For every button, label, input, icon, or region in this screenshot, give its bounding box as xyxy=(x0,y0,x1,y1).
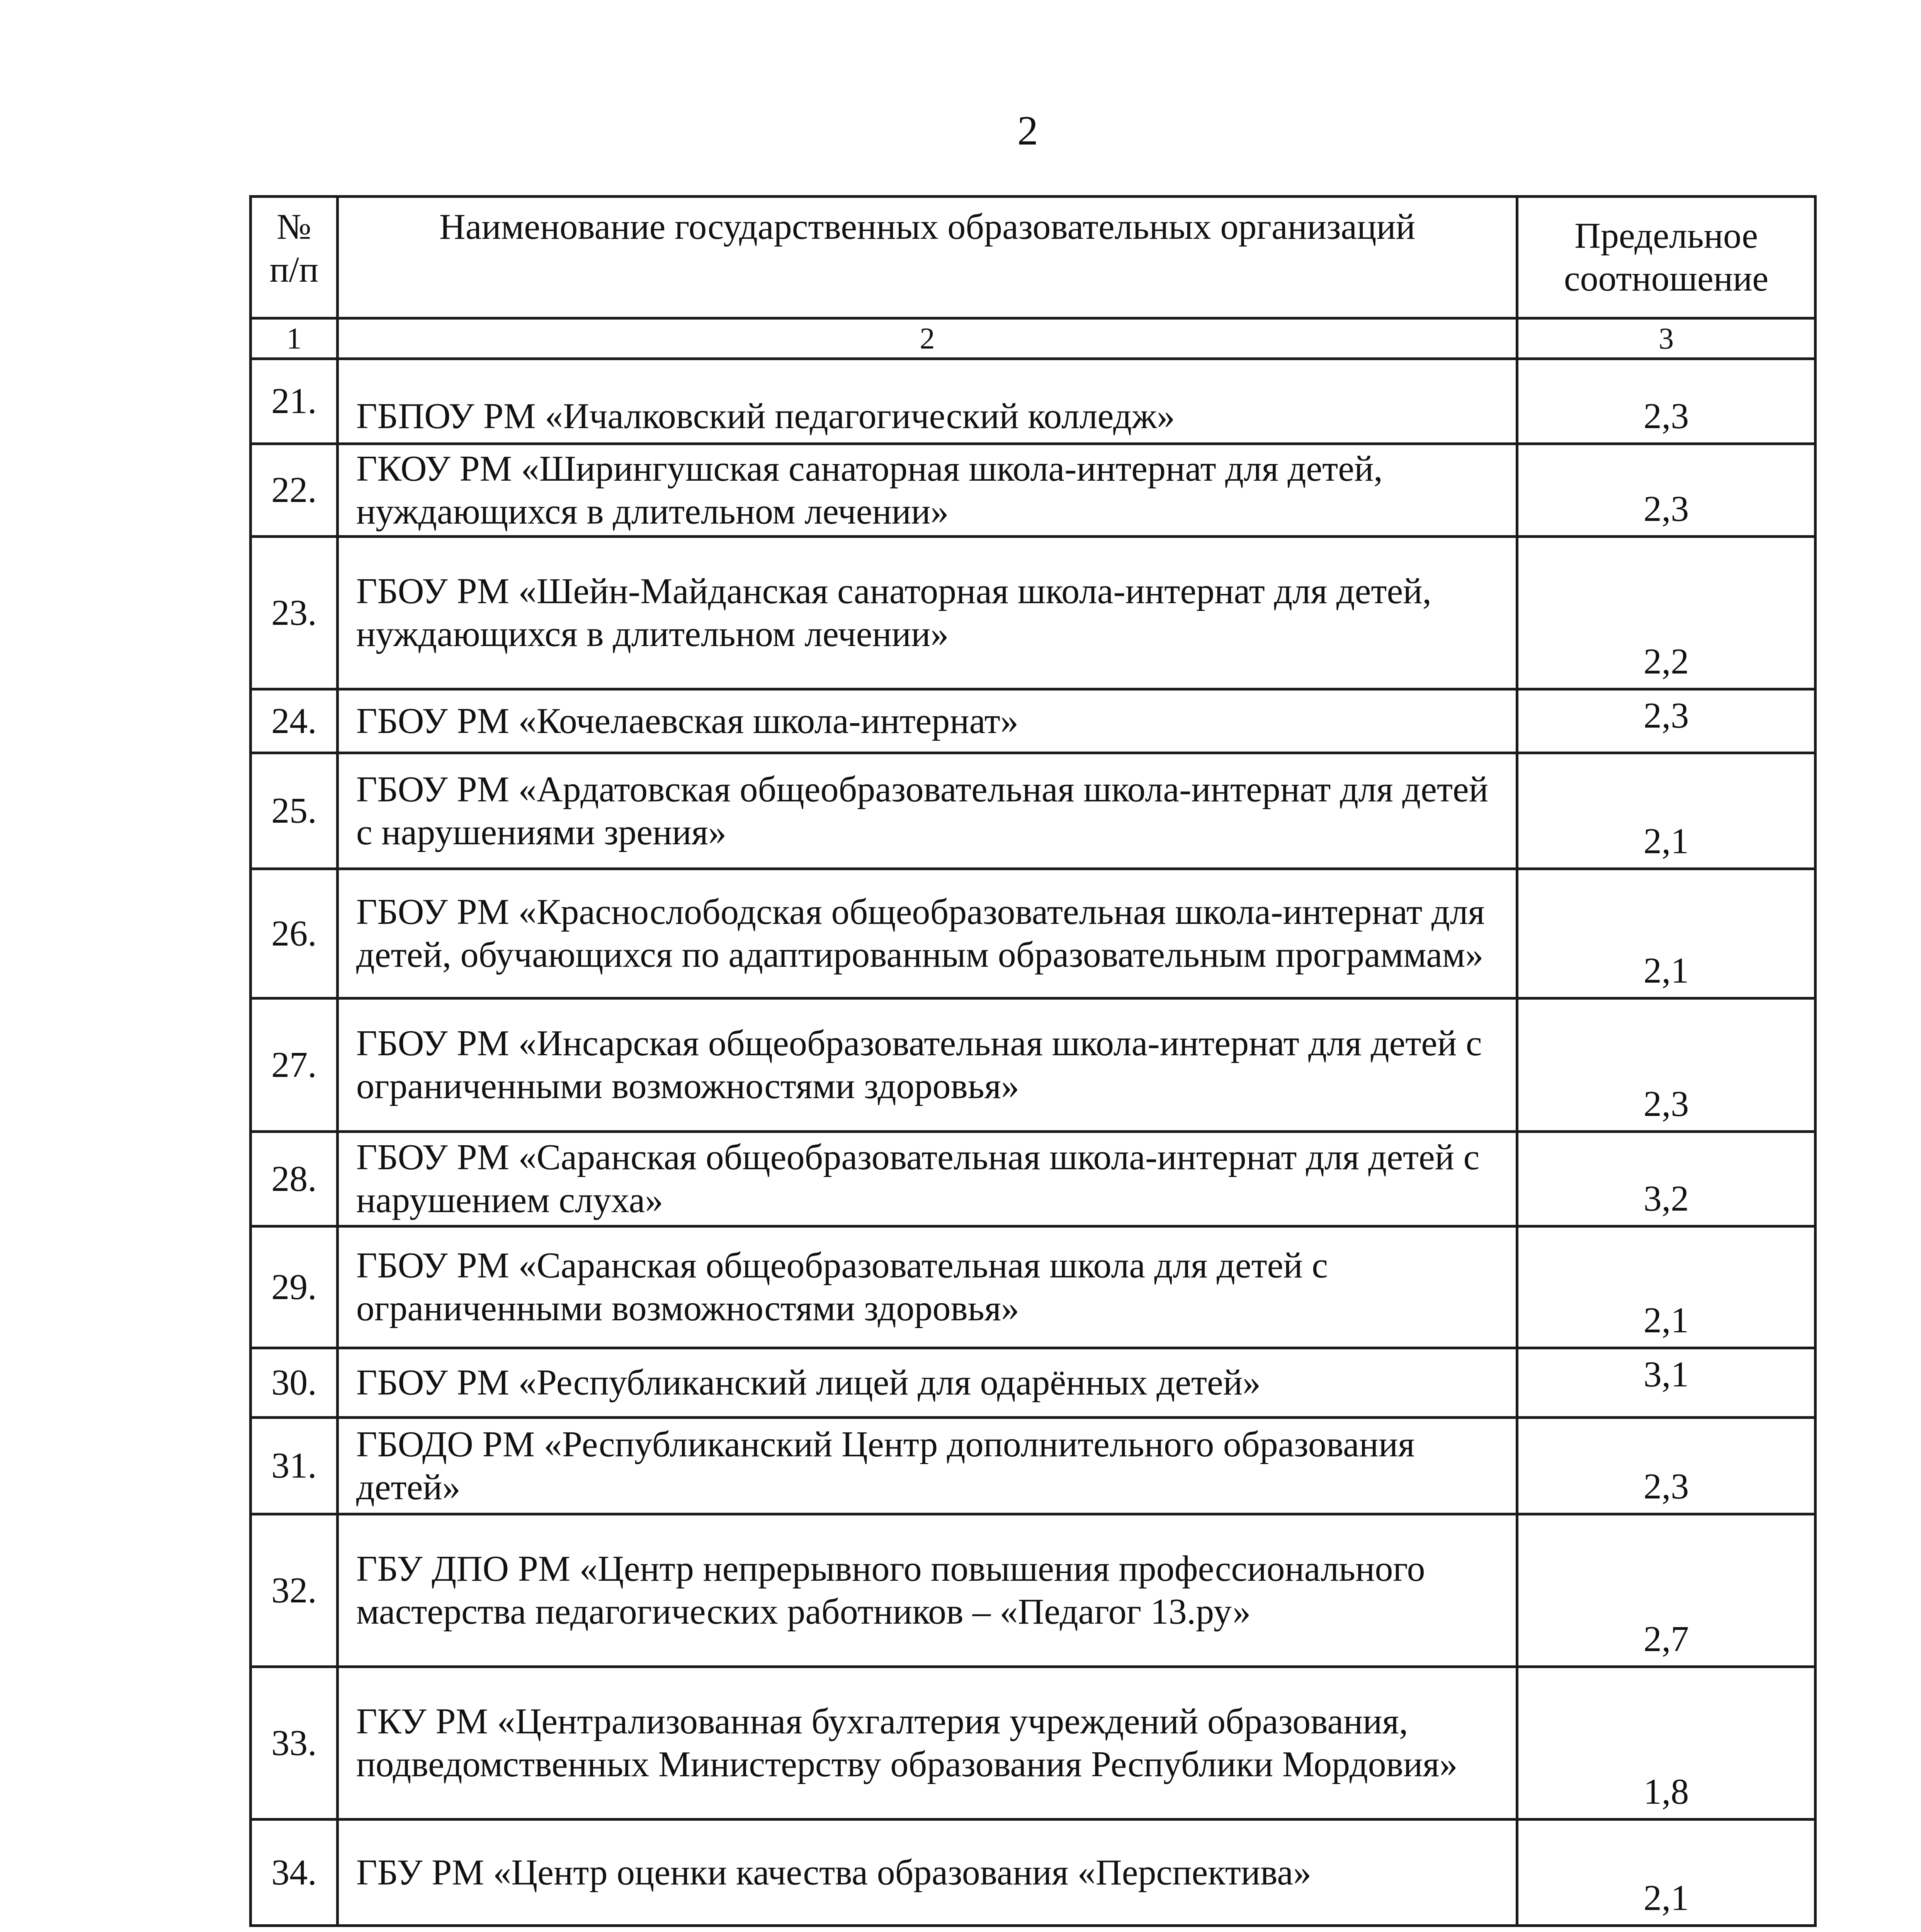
ratio-value: 2,1 xyxy=(1517,1226,1816,1348)
table-row xyxy=(251,1667,1816,1820)
ratio-value: 1,8 xyxy=(1517,1667,1816,1820)
table-row xyxy=(251,1418,1816,1514)
ratio-value: 2,3 xyxy=(1517,359,1816,444)
organization-name: ГБОУ РМ «Краснослободская общеобразовательная школа-интернат для детей, обучающихся по адаптированным образовательным программам» xyxy=(338,869,1517,998)
organization-name: ГБУ ДПО РМ «Центр непрерывного повышения профессионального мастерства педагогических работников – «Педагог 13.ру» xyxy=(338,1514,1517,1667)
organization-name: ГБОУ РМ «Саранская общеобразовательная школа-интернат для детей с нарушением слуха» xyxy=(338,1132,1517,1226)
row-number: 21. xyxy=(251,359,338,444)
ratio-value: 2,1 xyxy=(1517,1820,1816,1926)
column-index-2: 2 xyxy=(338,318,1517,359)
table-row xyxy=(251,359,1816,444)
column-index-row xyxy=(251,318,1816,359)
table-row xyxy=(251,444,1816,537)
ratio-value: 2,7 xyxy=(1517,1514,1816,1667)
organization-name: ГБОУ РМ «Инсарская общеобразовательная школа-интернат для детей с ограниченными возможностями здоровья» xyxy=(338,998,1517,1132)
table-row xyxy=(251,1132,1816,1226)
row-number: 29. xyxy=(251,1226,338,1348)
row-number: 27. xyxy=(251,998,338,1132)
organization-name: ГБОУ РМ «Ардатовская общеобразовательная школа-интернат для детей с нарушениями зрения» xyxy=(338,753,1517,869)
header-ratio-column xyxy=(1517,197,1816,318)
organization-name: ГБУ РМ «Центр оценки качества образования «Перспектива» xyxy=(338,1820,1517,1926)
table-row xyxy=(251,998,1816,1132)
header-name-column: Наименование государственных образовательных организаций xyxy=(338,197,1517,318)
table-row xyxy=(251,1348,1816,1418)
row-number: 34. xyxy=(251,1820,338,1926)
table-row xyxy=(251,537,1816,689)
header-number-column xyxy=(251,197,338,318)
ratio-value: 2,2 xyxy=(1517,537,1816,689)
table-row xyxy=(251,869,1816,998)
table-row xyxy=(251,689,1816,753)
table-row xyxy=(251,1820,1816,1926)
ratio-value: 3,2 xyxy=(1517,1132,1816,1226)
ratio-value: 2,3 xyxy=(1517,689,1816,753)
header-number-abbr: п/п xyxy=(269,249,319,290)
organization-name: ГБОУ РМ «Саранская общеобразовательная школа для детей с ограниченными возможностями здоровья» xyxy=(338,1226,1517,1348)
row-number: 32. xyxy=(251,1514,338,1667)
organization-name: ГБОУ РМ «Республиканский лицей для одарённых детей» xyxy=(338,1348,1517,1418)
organizations-table xyxy=(249,195,1817,1927)
row-number: 23. xyxy=(251,537,338,689)
organization-name: ГБОУ РМ «Кочелаевская школа-интернат» xyxy=(338,689,1517,753)
row-number: 31. xyxy=(251,1418,338,1514)
organization-name: ГКУ РМ «Централизованная бухгалтерия учреждений образования, подведомственных Министерству образования Республики Мордовия» xyxy=(338,1667,1517,1820)
organization-name: ГБОУ РМ «Шейн-Майданская санаторная школа-интернат для детей, нуждающихся в длительном лечении» xyxy=(338,537,1517,689)
header-ratio-line2: соотношение xyxy=(1564,259,1769,299)
table-row xyxy=(251,1514,1816,1667)
ratio-value: 2,3 xyxy=(1517,1418,1816,1514)
row-number: 33. xyxy=(251,1667,338,1820)
row-number: 30. xyxy=(251,1348,338,1418)
row-number: 26. xyxy=(251,869,338,998)
header-number-symbol: № xyxy=(277,207,311,247)
column-index-1: 1 xyxy=(251,318,338,359)
ratio-value: 2,3 xyxy=(1517,998,1816,1132)
organization-name: ГБОДО РМ «Республиканский Центр дополнительного образования детей» xyxy=(338,1418,1517,1514)
header-ratio-line1: Предельное xyxy=(1574,216,1758,256)
organization-name: ГБПОУ РМ «Ичалковский педагогический колледж» xyxy=(338,359,1517,444)
row-number: 25. xyxy=(251,753,338,869)
organization-name: ГКОУ РМ «Ширингушская санаторная школа-интернат для детей, нуждающихся в длительном лечении» xyxy=(338,444,1517,537)
ratio-value: 2,3 xyxy=(1517,444,1816,537)
row-number: 24. xyxy=(251,689,338,753)
ratio-value: 2,1 xyxy=(1517,753,1816,869)
column-index-3: 3 xyxy=(1517,318,1816,359)
row-number: 28. xyxy=(251,1132,338,1226)
row-number: 22. xyxy=(251,444,338,537)
table-row xyxy=(251,1226,1816,1348)
page-number: 2 xyxy=(1017,108,1038,154)
ratio-value: 2,1 xyxy=(1517,869,1816,998)
table-header-row xyxy=(251,197,1816,318)
table-row xyxy=(251,753,1816,869)
ratio-value: 3,1 xyxy=(1517,1348,1816,1418)
